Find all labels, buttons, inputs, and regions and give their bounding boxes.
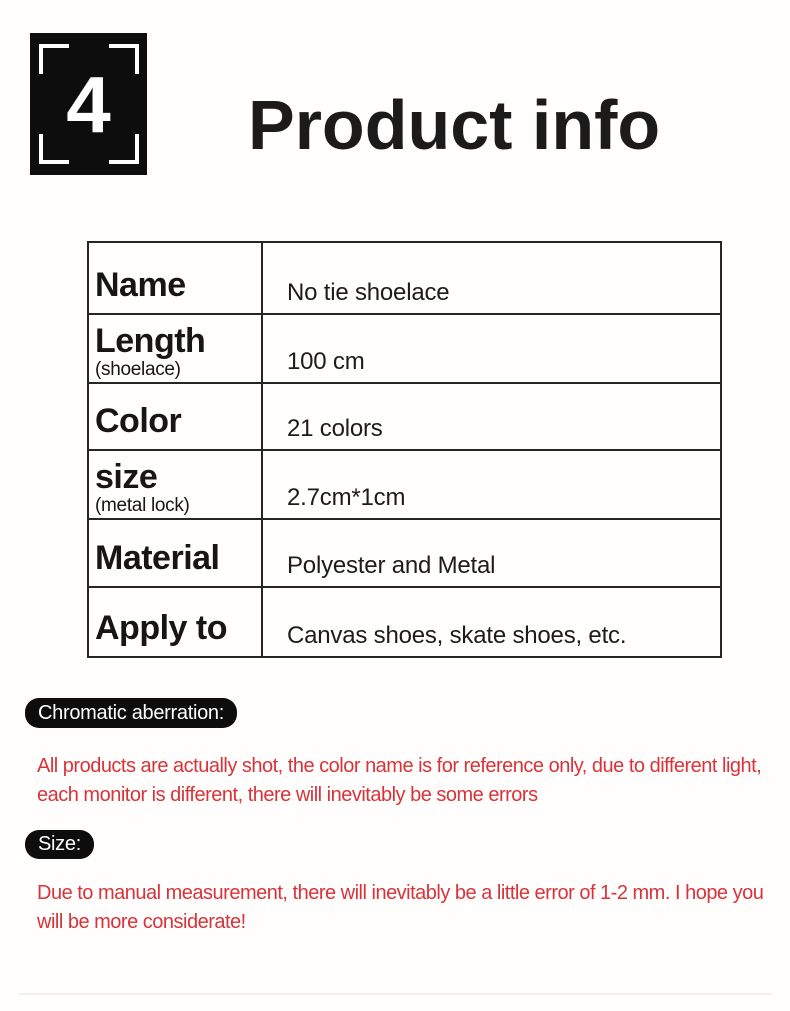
table-row	[89, 382, 720, 449]
spec-value-cell: 21 colors	[287, 415, 383, 442]
spec-label-cell	[89, 315, 263, 382]
spec-value-cell: 100 cm	[287, 348, 365, 375]
spec-value-cell: Polyester and Metal	[287, 552, 496, 579]
spec-value-cell: Canvas shoes, skate shoes, etc.	[287, 622, 627, 649]
spec-label: Apply to	[95, 609, 227, 647]
chromatic-aberration-note: All products are actually shot, the color name is for reference only, due to different light, each monitor is different, there will inevitably be some errors	[37, 755, 762, 806]
spec-label: size	[95, 458, 158, 496]
product-spec-table	[87, 241, 722, 658]
spec-sublabel: (shoelace)	[95, 359, 181, 380]
table-row	[89, 313, 720, 382]
spec-label-cell	[89, 520, 263, 586]
spec-value-cell: 2.7cm*1cm	[287, 484, 406, 511]
size-note: Due to manual measurement, there will inevitably be a little error of 1-2 mm. I hope you will be more considerate!	[37, 882, 764, 933]
table-row	[89, 586, 720, 656]
table-row	[89, 449, 720, 518]
step-number: 4	[66, 60, 111, 149]
section-divider	[18, 993, 772, 995]
spec-value-cell: No tie shoelace	[287, 279, 450, 306]
chromatic-aberration-badge: Chromatic aberration:	[25, 698, 237, 728]
spec-label: Material	[95, 539, 220, 577]
spec-label: Color	[95, 402, 182, 440]
page-title: Product info	[248, 86, 661, 164]
size-badge: Size:	[25, 830, 94, 859]
spec-label-cell	[89, 243, 263, 313]
spec-label: Name	[95, 266, 186, 304]
spec-label-cell	[89, 451, 263, 518]
table-row	[89, 243, 720, 313]
table-row	[89, 518, 720, 586]
spec-sublabel: (metal lock)	[95, 495, 190, 516]
spec-label: Length	[95, 322, 206, 360]
step-number-badge	[30, 33, 147, 175]
spec-label-cell	[89, 588, 263, 656]
spec-label-cell	[89, 384, 263, 449]
